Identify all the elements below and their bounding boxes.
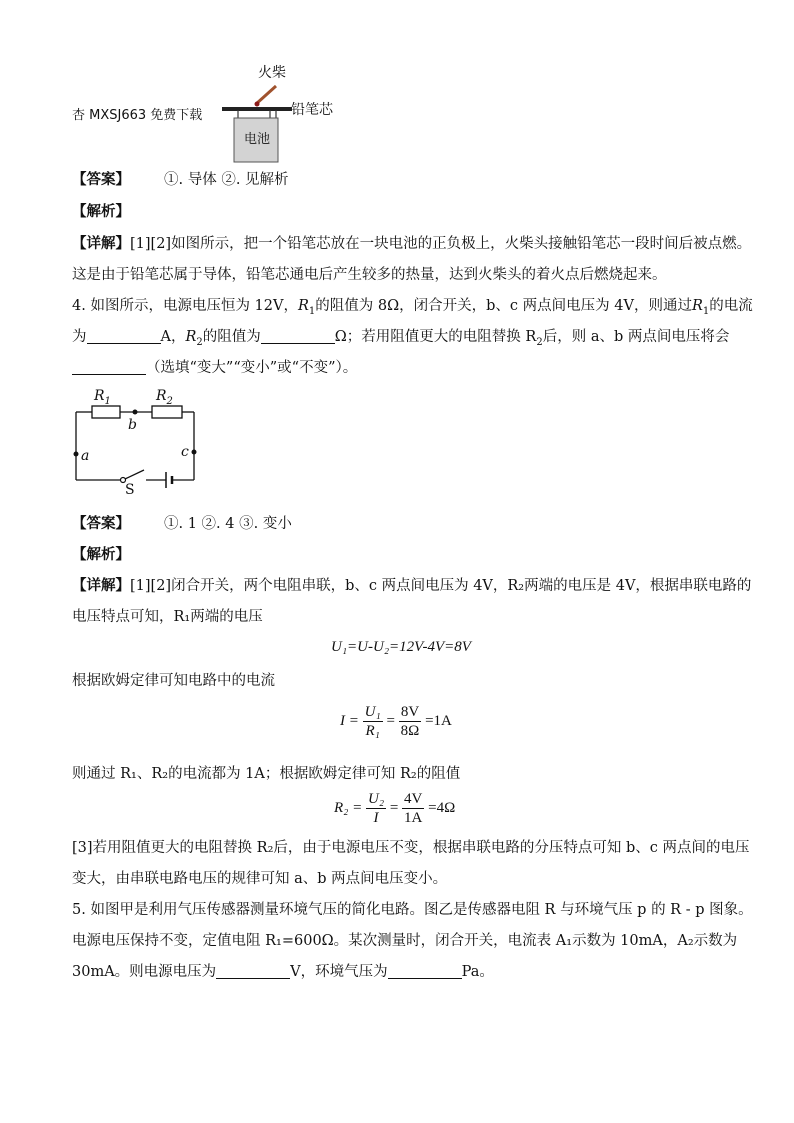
answer-blank [388,962,462,979]
source-watermark: 杏 MXSJ663 免费下载 [72,108,203,123]
question-5-line-3: 30mA。则电源电压为 V，环境气压为 Pa。 [72,964,494,980]
equation-u1: U₁=U-U₂=12V-4V=8V [331,639,471,655]
detail-line: 则通过 R₁、R₂的电流都为 1A；根据欧姆定律可知 R₂的阻值 [72,766,461,782]
detail-line: [1][2]如图所示，把一个铅笔芯放在一块电池的正负极上，火柴头接触铅笔芯一段时间后被点燃。 [130,236,752,252]
label-b: b [128,417,137,433]
question-5-line-2: 电源电压保持不变，定值电阻 R₁=600Ω。某次测量时，闭合开关，电流表 A₁示数为 10mA，A₂示数为 [72,933,738,949]
equation-current: I = $\frac{\text{U₁}}{\text{R₁}}$ = $\frac{8V}{8\Omega}$ =1A [340,704,452,739]
node-b [133,410,138,415]
node-a [74,452,79,457]
match-stick [256,86,276,104]
question-4-line-3: （选填“变大”“变小”或“不变”）。 [72,358,357,378]
node-c [192,450,197,455]
battery-pencil-diagram [220,78,295,164]
equation-r2: R₂ = $\frac{\text{U₂}}{I}$ = $\frac{4V}{1A}$ =4Ω [334,791,456,826]
resistor-r1 [92,406,120,418]
match-label: 火柴 [258,65,286,81]
pencil-lead-label: 铅笔芯 [291,102,333,118]
detail-line: [1][2]闭合开关，两个电阻串联，b、c 两点间电压为 4V，R₂两端的电压是 4V，根据串联电路的 [130,578,752,594]
answer-tag: 【答案】 [72,515,130,532]
answer-tag: 【答案】 [72,171,130,188]
resistor-r2 [152,406,182,418]
detail-line: 电压特点可知，R₁两端的电压 [72,609,263,625]
switch-blade [125,470,144,479]
answer-text: ①. 导体 ②. 见解析 [164,172,289,188]
label-c: c [181,444,189,460]
label-switch: S [125,482,135,498]
detail-tag: 【详解】 [72,235,130,252]
label-a: a [81,448,90,464]
question-5-line-1: 5. 如图甲是利用气压传感器测量环境气压的简化电路。图乙是传感器电阻 R 与环境气压 p 的 R - p 图象。 [72,902,753,918]
battery-label: 电池 [244,132,271,147]
answer-blank [261,327,335,344]
answer-blank [72,358,146,375]
detail-line: 变大，由串联电路电压的规律可知 a、b 两点间电压变小。 [72,871,448,887]
answer-blank [216,962,290,979]
ohm-law-text: 根据欧姆定律可知电路中的电流 [72,673,275,689]
label-r1: $R_1$ [94,388,111,407]
answer-blank [87,327,161,344]
question-4-line-1: 4. 如图所示，电源电压恒为 12V，$R_1$的阻值为 8Ω，闭合开关，b、c 两点间电压为 4V，则通过$R_1$的电流 [72,298,753,317]
answer-text: ①. 1 ②. 4 ③. 变小 [164,516,292,532]
question-4-line-2: 为 A，$R_2$的阻值为 Ω；若用阻值更大的电阻替换 $R_2$后，则 a、b 两点间电压将会 [72,329,730,348]
analysis-tag: 【解析】 [72,203,130,220]
analysis-tag: 【解析】 [72,546,130,563]
match-head [255,102,260,107]
detail-line: [3]若用阻值更大的电阻替换 R₂后，由于电源电压不变，根据串联电路的分压特点可知 b、c 两点间的电压 [72,840,750,856]
detail-tag: 【详解】 [72,577,130,594]
detail-line: 这是由于铅笔芯属于导体，铅笔芯通电后产生较多的热量，达到火柴头的着火点后燃烧起来。 [72,267,667,283]
label-r2: $R_2$ [156,388,173,407]
